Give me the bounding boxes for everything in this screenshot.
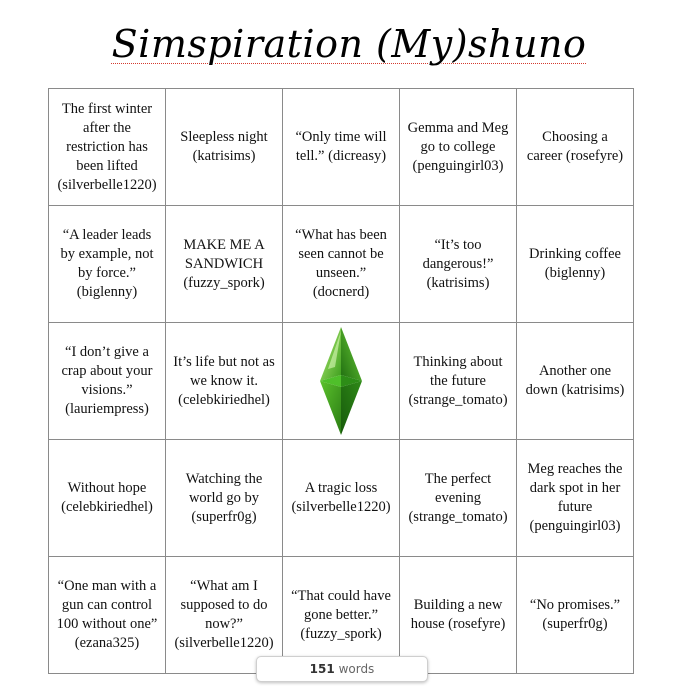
bingo-cell-free bbox=[283, 323, 400, 440]
bingo-grid bbox=[48, 88, 634, 674]
bingo-cell: A tragic loss (silverbelle1220) bbox=[283, 440, 400, 557]
bingo-cell: “Only time will tell.” (dicreasy) bbox=[283, 89, 400, 206]
word-count-value: 151 bbox=[309, 662, 335, 676]
bingo-cell: Without hope (celebkiriedhel) bbox=[49, 440, 166, 557]
bingo-cell: MAKE ME A SANDWICH (fuzzy_spork) bbox=[166, 206, 283, 323]
page-title bbox=[0, 14, 698, 74]
bingo-cell: Drinking coffee (biglenny) bbox=[517, 206, 634, 323]
bingo-cell: “What am I supposed to do now?” (silverbelle1220) bbox=[166, 557, 283, 674]
bingo-cell: Meg reaches the dark spot in her future (penguingirl03) bbox=[517, 440, 634, 557]
word-count-label: words bbox=[338, 662, 375, 676]
bingo-cell: “No promises.” (superfr0g) bbox=[517, 557, 634, 674]
bingo-cell: “I don’t give a crap about your visions.” (lauriempress) bbox=[49, 323, 166, 440]
bingo-cell: Another one down (katrisims) bbox=[517, 323, 634, 440]
bingo-cell: Sleepless night (katrisims) bbox=[166, 89, 283, 206]
bingo-cell: “One man with a gun can control 100 without one” (ezana325) bbox=[49, 557, 166, 674]
bingo-cell: The perfect evening (strange_tomato) bbox=[400, 440, 517, 557]
bingo-cell: Building a new house (rosefyre) bbox=[400, 557, 517, 674]
word-count-badge[interactable] bbox=[256, 656, 428, 682]
bingo-cell: Gemma and Meg go to college (penguingirl03) bbox=[400, 89, 517, 206]
bingo-cell: It’s life but not as we know it. (celebkiriedhel) bbox=[166, 323, 283, 440]
bingo-cell: “That could have gone better.” (fuzzy_spork) bbox=[283, 557, 400, 674]
plumbob-icon bbox=[318, 325, 364, 437]
bingo-cell: Thinking about the future (strange_tomato) bbox=[400, 323, 517, 440]
bingo-cell: The first winter after the restriction has been lifted (silverbelle1220) bbox=[49, 89, 166, 206]
bingo-cell: Watching the world go by (superfr0g) bbox=[166, 440, 283, 557]
bingo-cell: “It’s too dangerous!” (katrisims) bbox=[400, 206, 517, 323]
bingo-cell: “What has been seen cannot be unseen.” (docnerd) bbox=[283, 206, 400, 323]
bingo-cell: Choosing a career (rosefyre) bbox=[517, 89, 634, 206]
title-text: Simspiration (My)shuno bbox=[111, 22, 587, 66]
bingo-cell: “A leader leads by example, not by force.” (biglenny) bbox=[49, 206, 166, 323]
